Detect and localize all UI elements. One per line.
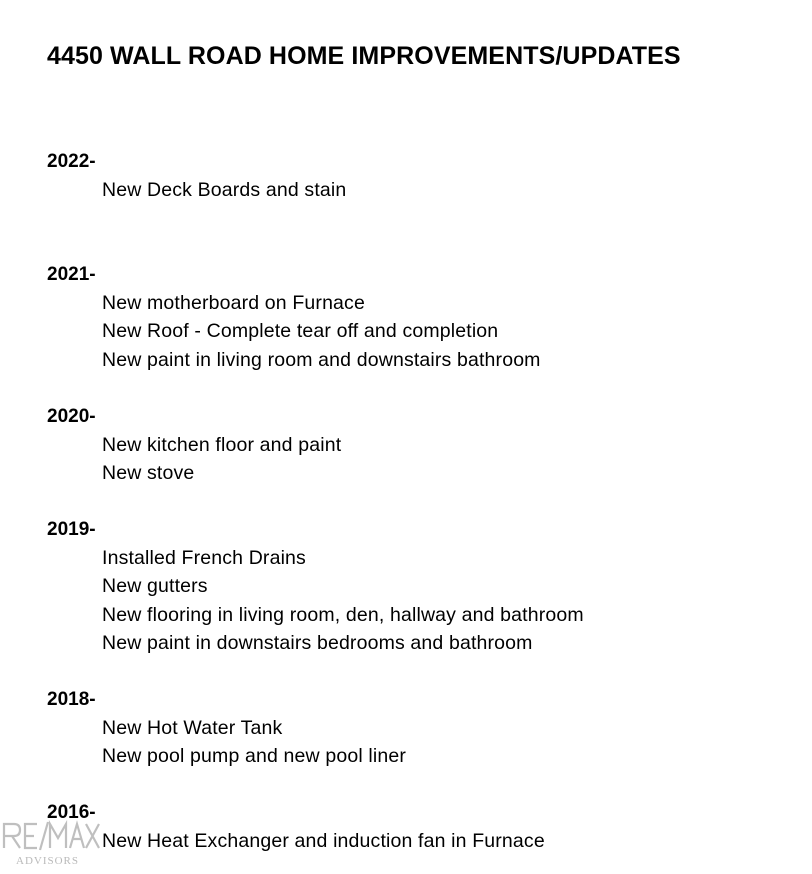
year-section-2018 [47, 688, 406, 771]
year-section-2021 [47, 263, 541, 374]
list-item: New flooring in living room, den, hallway and bathroom [102, 603, 584, 626]
improvement-list [47, 827, 545, 855]
year-heading: 2018- [47, 689, 96, 710]
year-heading: 2019- [47, 519, 96, 540]
year-heading: 2022- [47, 151, 96, 172]
list-item: New Roof - Complete tear off and completion [102, 320, 499, 343]
list-item: New kitchen floor and paint [102, 434, 342, 456]
year-section-2019 [47, 518, 584, 657]
list-item: New paint in living room and downstairs bathroom [102, 348, 541, 371]
watermark-subtitle: ADVISORS [16, 855, 80, 867]
list-item: New paint in downstairs bedrooms and bathroom [102, 631, 533, 654]
list-item: Installed French Drains [102, 547, 306, 569]
list-item: New gutters [102, 575, 208, 598]
list-item: New Heat Exchanger and induction fan in Furnace [102, 830, 545, 852]
improvement-list [47, 431, 341, 488]
improvement-list [47, 289, 541, 374]
list-item: New pool pump and new pool liner [102, 745, 406, 768]
year-section-2020 [47, 405, 341, 488]
year-section-2016 [47, 801, 545, 855]
improvement-list [47, 714, 406, 771]
list-item: New motherboard on Furnace [102, 292, 365, 314]
year-heading: 2016- [47, 802, 96, 823]
year-heading: 2021- [47, 264, 96, 285]
year-heading: 2020- [47, 406, 96, 427]
list-item: New stove [102, 462, 195, 485]
list-item: New Deck Boards and stain [102, 179, 347, 201]
improvement-list [47, 176, 346, 204]
list-item: New Hot Water Tank [102, 717, 283, 739]
year-section-2022 [47, 150, 346, 204]
improvement-list [47, 544, 584, 657]
page-title: 4450 WALL ROAD HOME IMPROVEMENTS/UPDATES [47, 42, 681, 70]
